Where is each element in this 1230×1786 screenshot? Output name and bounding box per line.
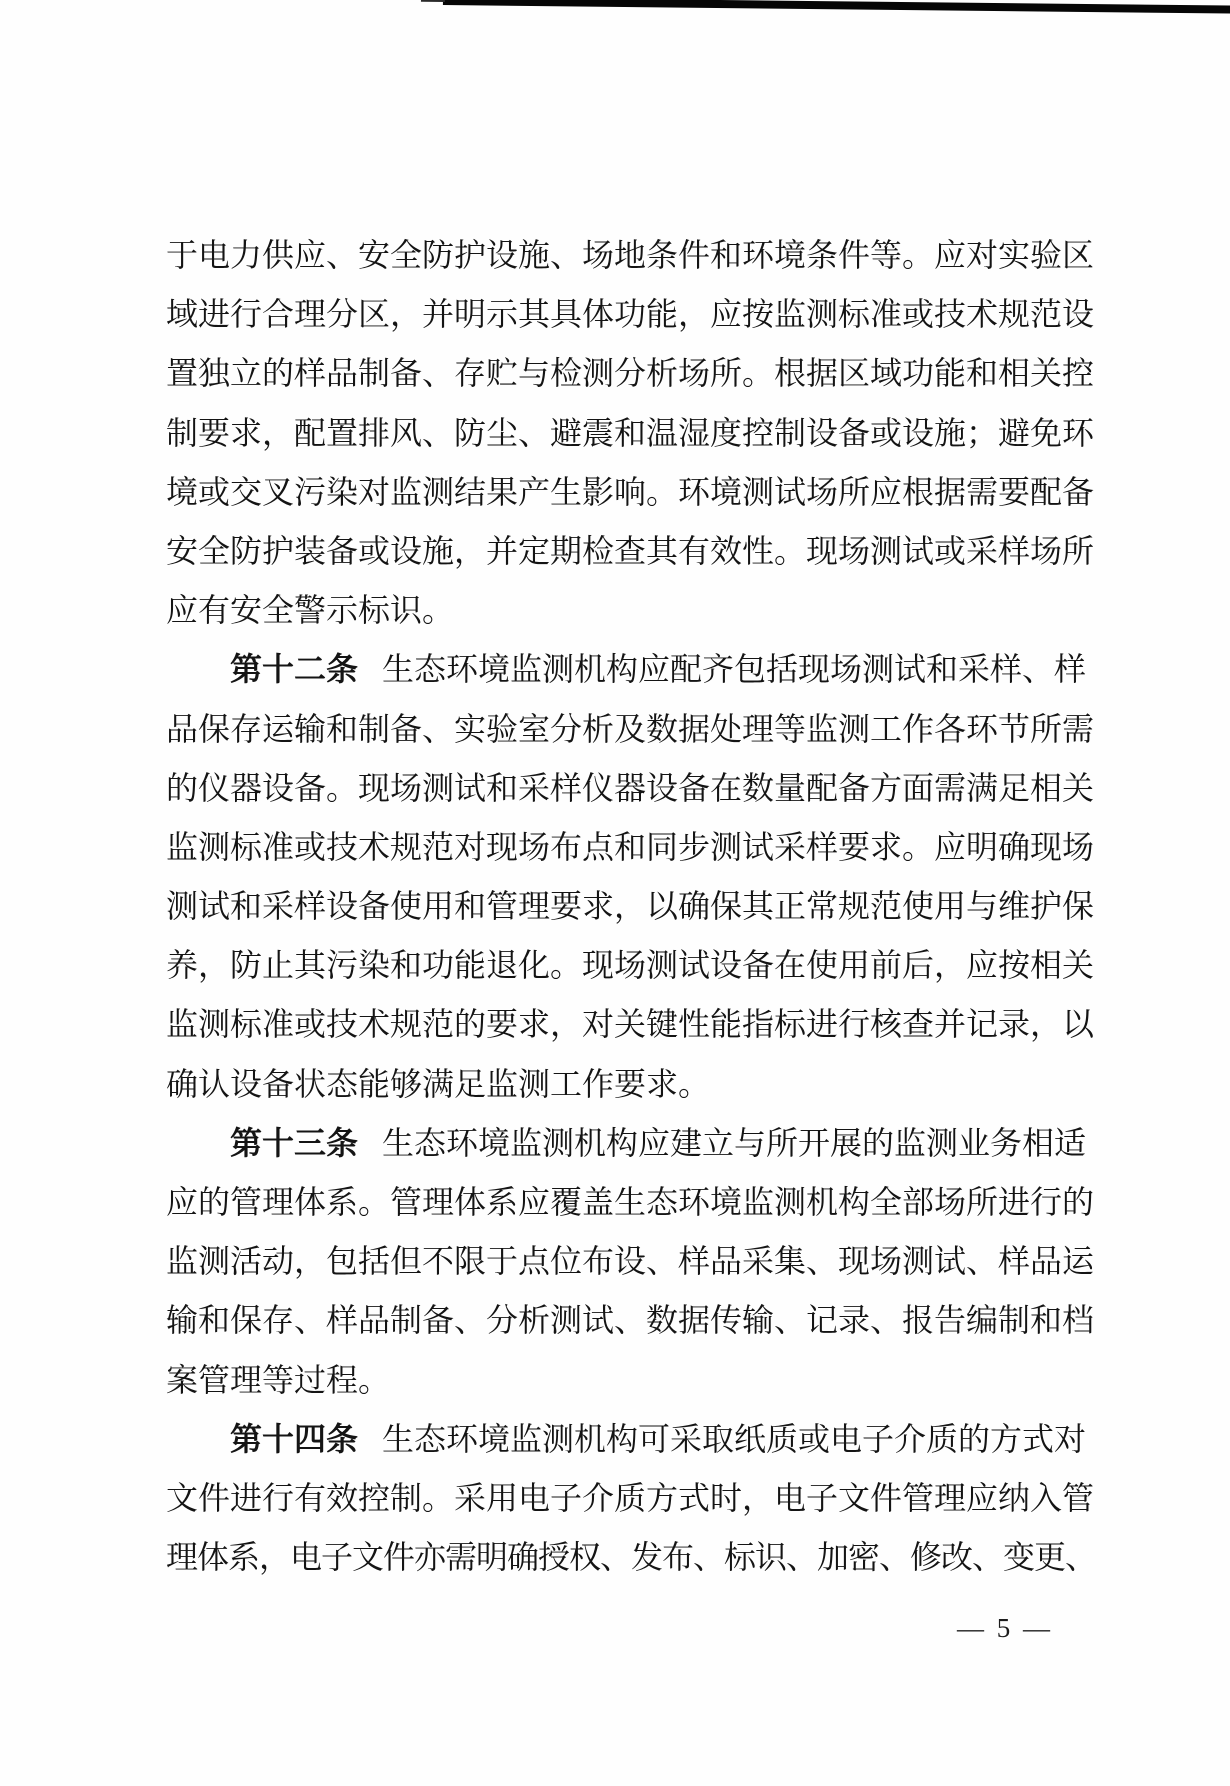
line-text: 制要求，配置排风、防尘、避震和温湿度控制设备或设施；避免环	[166, 414, 1095, 451]
text-line	[166, 700, 1101, 759]
line-text: 境或交叉污染对监测结果产生影响。环境测试场所应根据需要配备	[166, 473, 1095, 510]
line-text: 生态环境监测机构应建立与所开展的监测业务相适	[382, 1124, 1087, 1161]
line-text: 品保存运输和制备、实验室分析及数据处理等监测工作各环节所需	[166, 710, 1095, 747]
text-line	[166, 1291, 1101, 1350]
article-number: 第十三条	[230, 1124, 359, 1161]
line-text: 监测活动，包括但不限于点位布设、样品采集、现场测试、样品运	[166, 1243, 1095, 1280]
text-line	[166, 1469, 1101, 1528]
line-text: 测试和采样设备使用和管理要求，以确保其正常规范使用与维护保	[166, 888, 1095, 925]
line-text: 于电力供应、安全防护设施、场地条件和环境条件等。应对实验区	[166, 237, 1095, 273]
line-text: 的仪器设备。现场测试和采样仪器设备在数量配备方面需满足相关	[166, 769, 1095, 806]
text-line	[166, 640, 1101, 699]
article-number: 第十四条	[230, 1420, 359, 1457]
text-line	[166, 877, 1101, 936]
line-text: 应的管理体系。管理体系应覆盖生态环境监测机构全部场所进行的	[166, 1184, 1095, 1220]
line-text: 文件进行有效控制。采用电子介质方式时，电子文件管理应纳入管	[166, 1479, 1095, 1516]
text-line	[166, 759, 1101, 818]
text-line	[166, 995, 1101, 1054]
line-text: 置独立的样品制备、存贮与检测分析场所。根据区域功能和相关控	[166, 355, 1095, 392]
line-text: 案管理等过程。	[166, 1361, 391, 1398]
text-line	[166, 344, 1101, 403]
text-line	[166, 1351, 1101, 1410]
text-line	[166, 1232, 1101, 1291]
page-number: — 5 —	[957, 1613, 1053, 1643]
line-text: 监测标准或技术规范的要求，对关键性能指标进行核查并记录，以	[166, 1006, 1095, 1043]
line-text: 生态环境监测机构可采取纸质或电子介质的方式对	[382, 1420, 1087, 1457]
line-text: 应有安全警示标识。	[166, 592, 455, 629]
text-line	[166, 463, 1101, 522]
text-line	[166, 818, 1101, 877]
text-line	[166, 285, 1101, 344]
line-text: 养，防止其污染和功能退化。现场测试设备在使用前后，应按相关	[166, 947, 1095, 984]
line-text: 安全防护装备或设施，并定期检查其有效性。现场测试或采样场所	[166, 532, 1095, 569]
text-line	[166, 404, 1101, 463]
text-line	[166, 936, 1101, 995]
text-line	[166, 1410, 1101, 1469]
text-line	[166, 226, 1101, 285]
line-text: 域进行合理分区，并明示其具体功能，应按监测标准或技术规范设	[166, 296, 1095, 333]
text-line	[166, 1173, 1101, 1232]
text-line	[166, 522, 1101, 581]
line-text: 理体系，电子文件亦需明确授权、发布、标识、加密、修改、变更、	[166, 1539, 1097, 1576]
line-text: 确认设备状态能够满足监测工作要求。	[166, 1065, 711, 1102]
text-line	[166, 1114, 1101, 1173]
article-number: 第十二条	[230, 651, 359, 688]
text-line	[166, 581, 1101, 640]
text-line	[166, 1055, 1101, 1114]
line-text: 监测标准或技术规范对现场布点和同步测试采样要求。应明确现场	[166, 828, 1095, 865]
line-text: 输和保存、样品制备、分析测试、数据传输、记录、报告编制和档	[166, 1302, 1095, 1339]
scan-artifact-top-edge	[443, 0, 1230, 14]
line-text: 生态环境监测机构应配齐包括现场测试和采样、样	[382, 651, 1087, 688]
text-line	[166, 1528, 1101, 1587]
document-body	[166, 226, 1101, 1587]
